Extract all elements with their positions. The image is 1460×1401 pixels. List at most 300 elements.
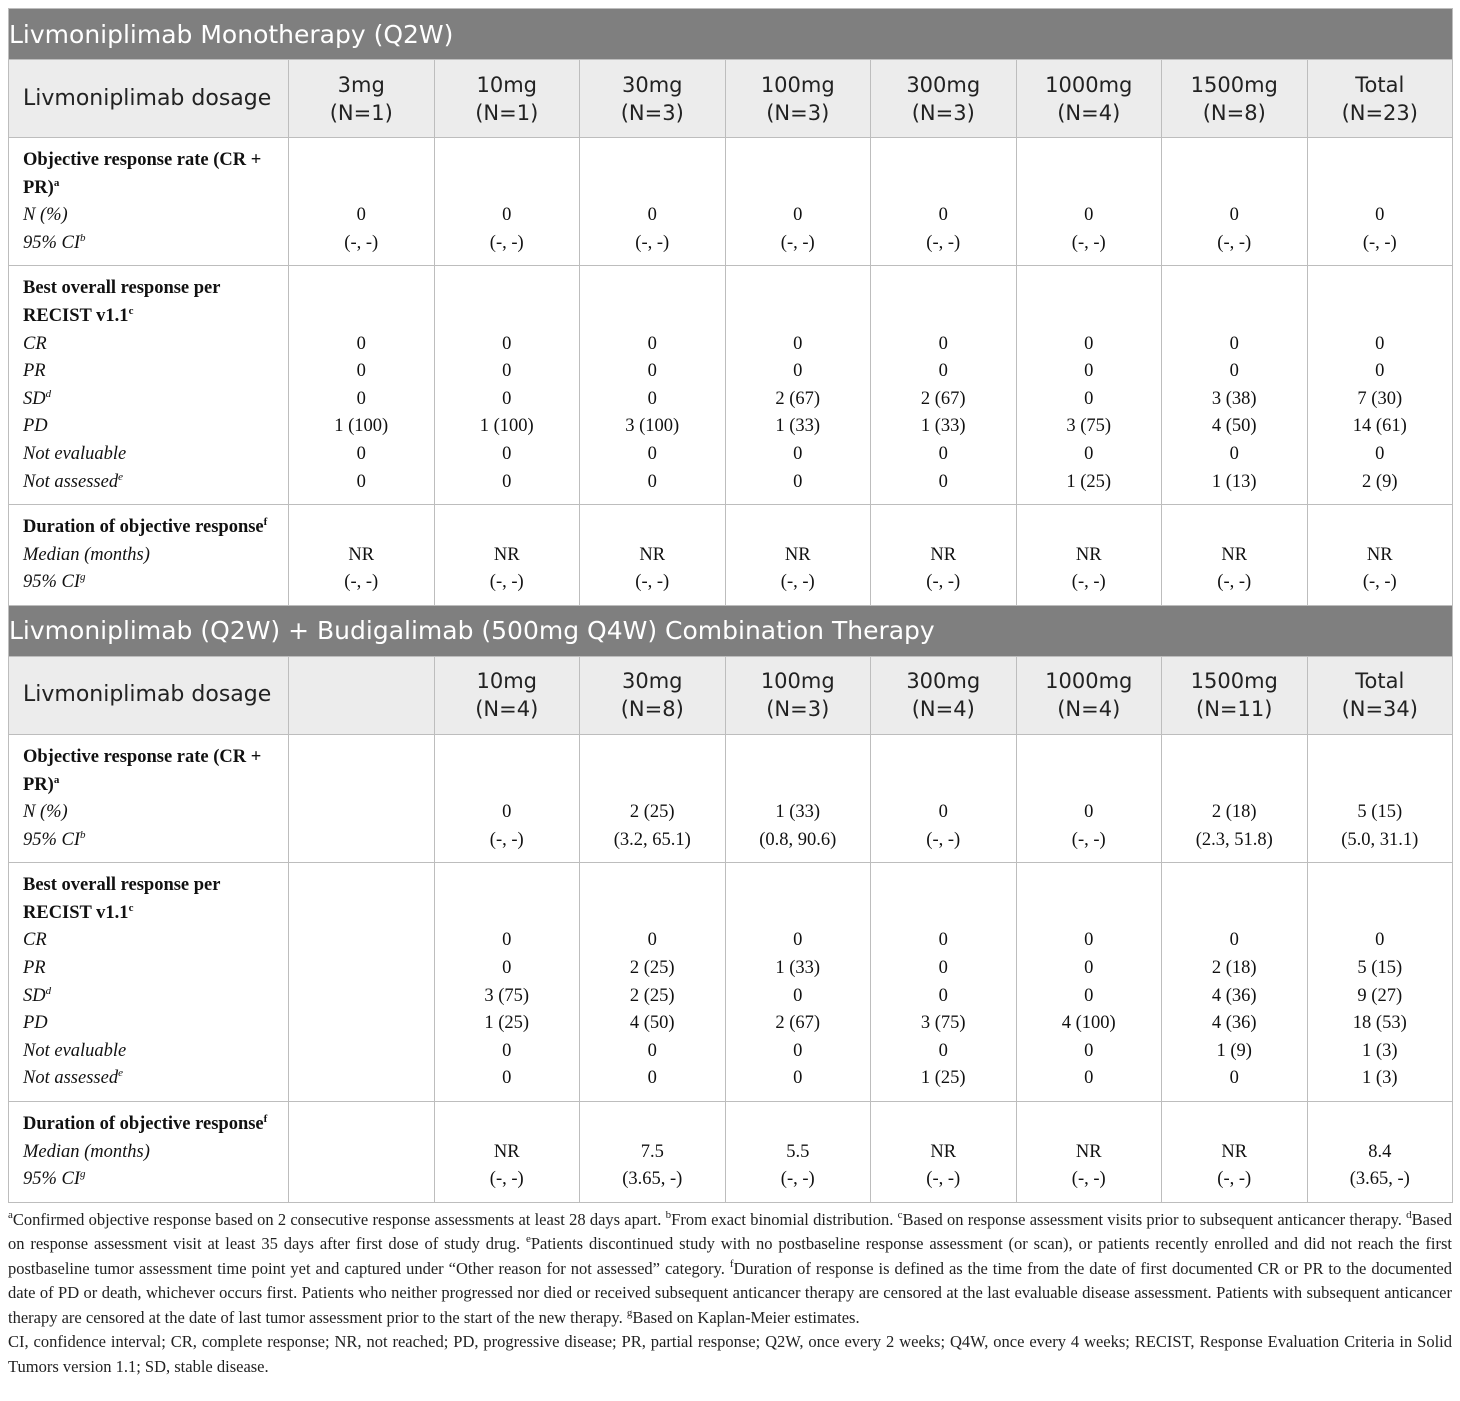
- table-cell: 0: [1084, 958, 1094, 979]
- table-cell: (-, -): [1217, 572, 1252, 593]
- table-cell: 0: [1084, 1068, 1094, 1089]
- heading-spacer: [1019, 1111, 1160, 1139]
- table-cell: 0: [647, 471, 657, 492]
- heading-spacer: [1310, 744, 1451, 799]
- table-cell: 1 (33): [775, 958, 821, 979]
- section-heading: Duration of objective response$^f$: [23, 516, 268, 538]
- table-cell: 0: [938, 471, 948, 492]
- value-column-cell: [725, 505, 871, 606]
- table-cell: (2.3, 51.8): [1195, 829, 1273, 850]
- heading-spacer: [291, 147, 432, 202]
- value-column-cell: [1162, 138, 1308, 266]
- table-cell: (5.0, 31.1): [1341, 829, 1419, 850]
- value-column-cell: [1016, 138, 1162, 266]
- footnote-marker: a: [8, 1208, 13, 1221]
- table-cell: (3.65, -): [1349, 1169, 1410, 1190]
- heading-spacer: [1164, 872, 1305, 927]
- dose-column-header: [1307, 60, 1453, 138]
- value-column-cell: [725, 138, 871, 266]
- table-cell: NR: [1221, 544, 1248, 565]
- dose-name: 10mg: [476, 72, 537, 97]
- table-cell: 1 (9): [1216, 1040, 1252, 1061]
- value-column-cell: [1307, 505, 1453, 606]
- dose-name: 1500mg: [1190, 669, 1278, 694]
- table-cell: 1 (25): [920, 1068, 966, 1089]
- table-cell: 1 (33): [775, 416, 821, 437]
- dose-column-header: [1307, 656, 1453, 734]
- footnote-marker: g: [80, 571, 86, 584]
- table-cell: NR: [1075, 544, 1102, 565]
- table-cell: 0: [793, 930, 803, 951]
- value-column-cell: [289, 266, 435, 505]
- table-cell: 0: [1375, 930, 1385, 951]
- table-cell: NR: [1221, 1141, 1248, 1162]
- table-cell: 0: [938, 985, 948, 1006]
- monotherapy-header-row: [9, 60, 1453, 138]
- dose-n: (N=4): [1057, 697, 1121, 722]
- table-cell: 0: [502, 388, 512, 409]
- dose-name: 30mg: [621, 72, 683, 97]
- table-section: [9, 734, 1453, 862]
- table-cell: 0: [502, 205, 512, 226]
- table-cell: NR: [493, 544, 520, 565]
- footnote-marker: d: [45, 984, 52, 997]
- dose-name: 300mg: [906, 669, 981, 694]
- dosage-label: Livmoniplimab dosage: [9, 656, 289, 734]
- table-cell: 7.5: [640, 1141, 664, 1162]
- dose-name: 300mg: [906, 72, 981, 97]
- table-cell: 4 (36): [1211, 985, 1257, 1006]
- table-cell: (-, -): [489, 232, 524, 253]
- table-cell: 4 (36): [1211, 1013, 1257, 1034]
- table-cell: 0: [938, 930, 948, 951]
- row-label: CR: [23, 333, 47, 354]
- table-cell: 1 (25): [1066, 471, 1112, 492]
- table-cell: (-, -): [344, 572, 379, 593]
- heading-spacer: [1310, 1111, 1451, 1139]
- table-cell: 0: [938, 443, 948, 464]
- table-cell: 3 (75): [920, 1013, 966, 1034]
- table-cell: 0: [938, 1040, 948, 1061]
- heading-spacer: [437, 744, 578, 799]
- footnote-marker: a: [53, 773, 60, 786]
- dose-n: (N=8): [620, 697, 684, 722]
- table-cell: 0: [502, 1040, 512, 1061]
- heading-spacer: [873, 1111, 1014, 1139]
- table-cell: 0: [1375, 443, 1385, 464]
- heading-spacer: [1164, 1111, 1305, 1139]
- heading-spacer: [1019, 872, 1160, 927]
- heading-spacer: [582, 744, 723, 799]
- table-cell: 3 (100): [625, 416, 680, 437]
- row-label: Not assessed$^e$: [23, 470, 123, 492]
- table-cell: 0: [1084, 361, 1094, 382]
- dose-n: (N=1): [475, 100, 539, 125]
- table-cell: 0: [938, 361, 948, 382]
- table-cell: NR: [1075, 1141, 1102, 1162]
- table-cell: 0: [502, 471, 512, 492]
- value-column-cell: [871, 734, 1017, 862]
- heading-spacer: [1310, 147, 1451, 202]
- table-cell: 3 (75): [484, 985, 530, 1006]
- table-section: [9, 266, 1453, 505]
- table-cell: NR: [348, 544, 375, 565]
- table-cell: 0: [1229, 930, 1239, 951]
- table-section: [9, 1102, 1453, 1203]
- table-cell: 0: [938, 205, 948, 226]
- table-cell: 0: [793, 205, 803, 226]
- heading-spacer: [1164, 147, 1305, 202]
- table-cell: 0: [647, 1068, 657, 1089]
- table-cell: 4 (100): [1061, 1013, 1116, 1034]
- value-column-cell: [434, 863, 580, 1102]
- table-cell: 0: [1084, 443, 1094, 464]
- value-column-cell: [434, 734, 580, 862]
- table-cell: (-, -): [780, 232, 815, 253]
- value-column-cell: [580, 863, 726, 1102]
- table-cell: 5 (15): [1357, 958, 1403, 979]
- table-cell: (-, -): [1362, 232, 1397, 253]
- table-cell: 8.4: [1368, 1141, 1392, 1162]
- table-cell: 2 (25): [629, 958, 675, 979]
- heading-spacer: [728, 147, 869, 202]
- response-table: [8, 8, 1453, 1203]
- value-column-cell: [725, 863, 871, 1102]
- table-cell: (-, -): [1071, 572, 1106, 593]
- dose-n: (N=3): [766, 100, 830, 125]
- value-column-cell: [434, 505, 580, 606]
- heading-spacer: [728, 744, 869, 799]
- value-column-cell: [580, 734, 726, 862]
- table-cell: (-, -): [926, 572, 961, 593]
- monotherapy-panel-title: Livmoniplimab Monotherapy (Q2W): [9, 9, 1453, 60]
- table-cell: 0: [356, 333, 366, 354]
- dose-name: 100mg: [760, 72, 835, 97]
- value-column-cell: [1307, 1102, 1453, 1203]
- table-cell: 2 (9): [1362, 471, 1398, 492]
- heading-spacer: [873, 275, 1014, 330]
- heading-spacer: [582, 147, 723, 202]
- table-cell: 0: [1229, 205, 1239, 226]
- table-cell: 5 (15): [1357, 802, 1403, 823]
- table-cell: 1 (33): [920, 416, 966, 437]
- table-cell: 1 (3): [1362, 1040, 1398, 1061]
- value-column-cell: [1307, 734, 1453, 862]
- value-column-cell: [1016, 863, 1162, 1102]
- value-column-cell: [1307, 138, 1453, 266]
- footnote-marker: c: [128, 304, 134, 317]
- footnote-marker: e: [525, 1233, 531, 1246]
- table-cell: NR: [639, 544, 666, 565]
- value-column-cell: [1162, 266, 1308, 505]
- table-cell: (0.8, 90.6): [759, 829, 837, 850]
- table-cell: 0: [793, 443, 803, 464]
- footnote-marker: f: [263, 1113, 268, 1126]
- heading-spacer: [728, 275, 869, 330]
- dose-name: 1000mg: [1045, 669, 1133, 694]
- heading-spacer: [728, 872, 869, 927]
- value-column-cell: [289, 138, 435, 266]
- row-label: CR: [23, 930, 47, 951]
- table-cell: (-, -): [926, 232, 961, 253]
- dose-column-header: [725, 60, 871, 138]
- combination-header-row: [9, 656, 1453, 734]
- table-cell: (-, -): [1362, 572, 1397, 593]
- heading-spacer: [437, 872, 578, 927]
- section-heading: Best overall response per RECIST v1.1$^c$: [23, 278, 221, 326]
- table-cell: 0: [938, 333, 948, 354]
- dose-column-header: [1016, 656, 1162, 734]
- table-cell: 0: [647, 1040, 657, 1061]
- table-cell: 0: [938, 802, 948, 823]
- dose-column-header: [871, 656, 1017, 734]
- table-cell: 2 (67): [920, 388, 966, 409]
- value-column-cell: [580, 138, 726, 266]
- table-cell: 0: [356, 205, 366, 226]
- table-cell: 0: [502, 333, 512, 354]
- table-cell: (-, -): [1071, 1169, 1106, 1190]
- table-cell: 1 (25): [484, 1013, 530, 1034]
- table-cell: 1 (100): [479, 416, 534, 437]
- table-cell: 2 (18): [1211, 958, 1257, 979]
- section-heading: Duration of objective response$^f$: [23, 1113, 268, 1135]
- section-label-cell: [9, 1102, 289, 1203]
- dosage-label: Livmoniplimab dosage: [9, 60, 289, 138]
- table-cell: NR: [930, 1141, 957, 1162]
- table-cell: 0: [1375, 205, 1385, 226]
- table-cell: 0: [793, 333, 803, 354]
- dose-column-header: [434, 60, 580, 138]
- value-column-cell: [1016, 266, 1162, 505]
- section-label-cell: [9, 138, 289, 266]
- dose-name: 1500mg: [1190, 72, 1278, 97]
- heading-spacer: [1019, 514, 1160, 542]
- value-column-cell: [1307, 266, 1453, 505]
- dose-n: (N=3): [911, 100, 975, 125]
- dose-n: (N=4): [475, 697, 539, 722]
- table-cell: 0: [793, 471, 803, 492]
- section-label-cell: [9, 505, 289, 606]
- footnote-marker: f: [729, 1257, 734, 1270]
- dose-n: (N=11): [1196, 697, 1273, 722]
- table-cell: NR: [930, 544, 957, 565]
- dose-column-header: [580, 656, 726, 734]
- section-heading: Objective response rate (CR + PR)$^a$: [23, 150, 262, 198]
- empty-cell: [289, 863, 435, 1102]
- table-cell: 0: [1084, 802, 1094, 823]
- heading-spacer: [582, 514, 723, 542]
- heading-spacer: [437, 275, 578, 330]
- table-cell: 2 (67): [775, 388, 821, 409]
- heading-spacer: [437, 1111, 578, 1139]
- footnote-text: Duration of response is defined as the time from the date of first documented CR or PR to the documented date of PD or death, whichever occurs first. Patients who neither progressed nor died or received subsequent anticancer therapy are censored at the last evaluable disease assessment. Patients with subsequent anticancer therapy are censored at the date of last tumor assessment prior to the start of the new therapy.: [8, 1258, 1452, 1327]
- table-cell: 1 (33): [775, 802, 821, 823]
- footnote-marker: e: [118, 1067, 123, 1080]
- dose-n: (N=3): [620, 100, 684, 125]
- dose-n: (N=4): [911, 697, 975, 722]
- section-heading: Best overall response per RECIST v1.1$^c$: [23, 875, 221, 923]
- footnote-marker: g: [80, 1168, 86, 1181]
- row-label: 95% $CI^b$: [23, 231, 86, 253]
- dose-name: 30mg: [621, 669, 683, 694]
- table-cell: NR: [493, 1141, 520, 1162]
- table-cell: 2 (25): [629, 802, 675, 823]
- table-cell: 0: [793, 1040, 803, 1061]
- table-cell: 0: [356, 361, 366, 382]
- dose-name: 100mg: [760, 669, 835, 694]
- table-cell: 0: [1084, 930, 1094, 951]
- table-cell: 0: [647, 361, 657, 382]
- table-cell: 0: [647, 205, 657, 226]
- dose-column-header: [1162, 60, 1308, 138]
- value-column-cell: [871, 863, 1017, 1102]
- monotherapy-panel-title-row: [9, 9, 1453, 60]
- table-cell: 1 (3): [1362, 1068, 1398, 1089]
- heading-spacer: [728, 1111, 869, 1139]
- table-cell: (-, -): [489, 572, 524, 593]
- table-cell: 9 (27): [1357, 985, 1403, 1006]
- dose-column-header: [1016, 60, 1162, 138]
- heading-spacer: [1310, 514, 1451, 542]
- value-column-cell: [871, 266, 1017, 505]
- footnote-marker: c: [897, 1208, 903, 1221]
- heading-spacer: [582, 1111, 723, 1139]
- table-cell: 2 (18): [1211, 802, 1257, 823]
- heading-spacer: [873, 744, 1014, 799]
- table-cell: 1 (100): [334, 416, 389, 437]
- table-cell: 0: [793, 361, 803, 382]
- table-cell: (-, -): [635, 572, 670, 593]
- dose-n: (N=34): [1341, 697, 1418, 722]
- value-column-cell: [434, 138, 580, 266]
- table-cell: 0: [1229, 361, 1239, 382]
- value-column-cell: [580, 1102, 726, 1203]
- table-cell: 0: [1229, 1068, 1239, 1089]
- heading-spacer: [437, 514, 578, 542]
- table-cell: 5.5: [786, 1141, 810, 1162]
- value-column-cell: [871, 138, 1017, 266]
- table-cell: (-, -): [489, 1169, 524, 1190]
- dose-column-header: [725, 656, 871, 734]
- table-cell: (3.2, 65.1): [613, 829, 691, 850]
- table-cell: (3.65, -): [622, 1169, 683, 1190]
- footnote-text: Confirmed objective response based on 2 consecutive response assessments at least 28 days apart.: [12, 1209, 666, 1229]
- footnote-marker: g: [626, 1306, 633, 1319]
- table-cell: 0: [793, 985, 803, 1006]
- table-cell: 0: [502, 361, 512, 382]
- section-label-cell: [9, 266, 289, 505]
- table-cell: (-, -): [1071, 232, 1106, 253]
- value-column-cell: [725, 266, 871, 505]
- value-column-cell: [1162, 863, 1308, 1102]
- table-cell: (-, -): [926, 1169, 961, 1190]
- table-cell: 0: [647, 930, 657, 951]
- table-cell: NR: [1366, 544, 1393, 565]
- table-cell: (-, -): [1217, 1169, 1252, 1190]
- table-cell: 0: [356, 388, 366, 409]
- table-cell: 0: [356, 443, 366, 464]
- row-label: 95% $CI^g$: [23, 1168, 86, 1190]
- heading-spacer: [1019, 744, 1160, 799]
- heading-spacer: [873, 514, 1014, 542]
- table-section: [9, 863, 1453, 1102]
- empty-cell: [289, 734, 435, 862]
- value-column-cell: [1016, 1102, 1162, 1203]
- abbreviations-note: CI, confidence interval; CR, complete response; NR, not reached; PD, progressive disease; PR, partial response; Q2W, once every 2 weeks; Q4W, once every 4 weeks; RECIST, Response Evaluation Criteria in Solid Tumors version 1.1; SD, stable disease.: [8, 1332, 1452, 1376]
- row-label: PD: [23, 1013, 48, 1034]
- row-label: $SD^d$: [23, 387, 52, 409]
- table-section: [9, 138, 1453, 266]
- footnote-text: From exact binomial distribution.: [671, 1209, 898, 1229]
- dose-n: (N=23): [1341, 100, 1418, 125]
- dose-name: Total: [1355, 72, 1405, 97]
- heading-spacer: [437, 147, 578, 202]
- footnote-list: [8, 1208, 1452, 1331]
- dose-column-header: [580, 60, 726, 138]
- table-section: [9, 505, 1453, 606]
- table-cell: (-, -): [780, 572, 815, 593]
- table-cell: (-, -): [1071, 829, 1106, 850]
- table-cell: 0: [938, 958, 948, 979]
- heading-spacer: [1164, 275, 1305, 330]
- table-cell: 0: [502, 958, 512, 979]
- heading-spacer: [873, 147, 1014, 202]
- table-cell: 0: [647, 388, 657, 409]
- table-cell: 0: [356, 471, 366, 492]
- row-label: Not evaluable: [23, 1040, 127, 1061]
- value-column-cell: [434, 1102, 580, 1203]
- dose-name: 10mg: [476, 669, 537, 694]
- footnote-marker: e: [118, 470, 123, 483]
- footnote-marker: b: [80, 828, 86, 841]
- section-heading: Objective response rate (CR + PR)$^a$: [23, 746, 262, 795]
- row-label: 95% $CI^b$: [23, 828, 86, 850]
- footnote-marker: d: [1406, 1208, 1412, 1221]
- dose-n: (N=4): [1057, 100, 1121, 125]
- value-column-cell: [871, 1102, 1017, 1203]
- combination-panel-title-row: [9, 605, 1453, 656]
- value-column-cell: [871, 505, 1017, 606]
- table-cell: 0: [1375, 361, 1385, 382]
- footnote-marker: c: [128, 901, 134, 914]
- heading-spacer: [1019, 147, 1160, 202]
- empty-cell: [289, 1102, 435, 1203]
- value-column-cell: [1162, 1102, 1308, 1203]
- footnote-text: Based on Kaplan-Meier estimates.: [632, 1307, 860, 1327]
- footnote-marker: d: [45, 387, 52, 400]
- dose-column-header: [871, 60, 1017, 138]
- row-label: PR: [23, 958, 46, 979]
- footnote-text: Based on response assessment visit at least 35 days after first dose of study drug.: [8, 1209, 1452, 1254]
- dose-column-header: [1162, 656, 1308, 734]
- table-cell: 0: [502, 1068, 512, 1089]
- table-cell: 0: [502, 930, 512, 951]
- table-cell: 0: [1084, 1040, 1094, 1061]
- table-cell: (-, -): [1217, 232, 1252, 253]
- table-cell: 0: [1229, 443, 1239, 464]
- table-cell: 0: [793, 1068, 803, 1089]
- table-cell: 0: [1084, 388, 1094, 409]
- heading-spacer: [1310, 275, 1451, 330]
- heading-spacer: [728, 514, 869, 542]
- row-label: Median (months): [23, 544, 150, 565]
- row-label: Not assessed$^e$: [23, 1067, 123, 1089]
- value-column-cell: [1016, 734, 1162, 862]
- footnote-marker: f: [263, 516, 268, 529]
- table-cell: (-, -): [635, 232, 670, 253]
- value-column-cell: [434, 266, 580, 505]
- table-cell: 1 (13): [1211, 471, 1257, 492]
